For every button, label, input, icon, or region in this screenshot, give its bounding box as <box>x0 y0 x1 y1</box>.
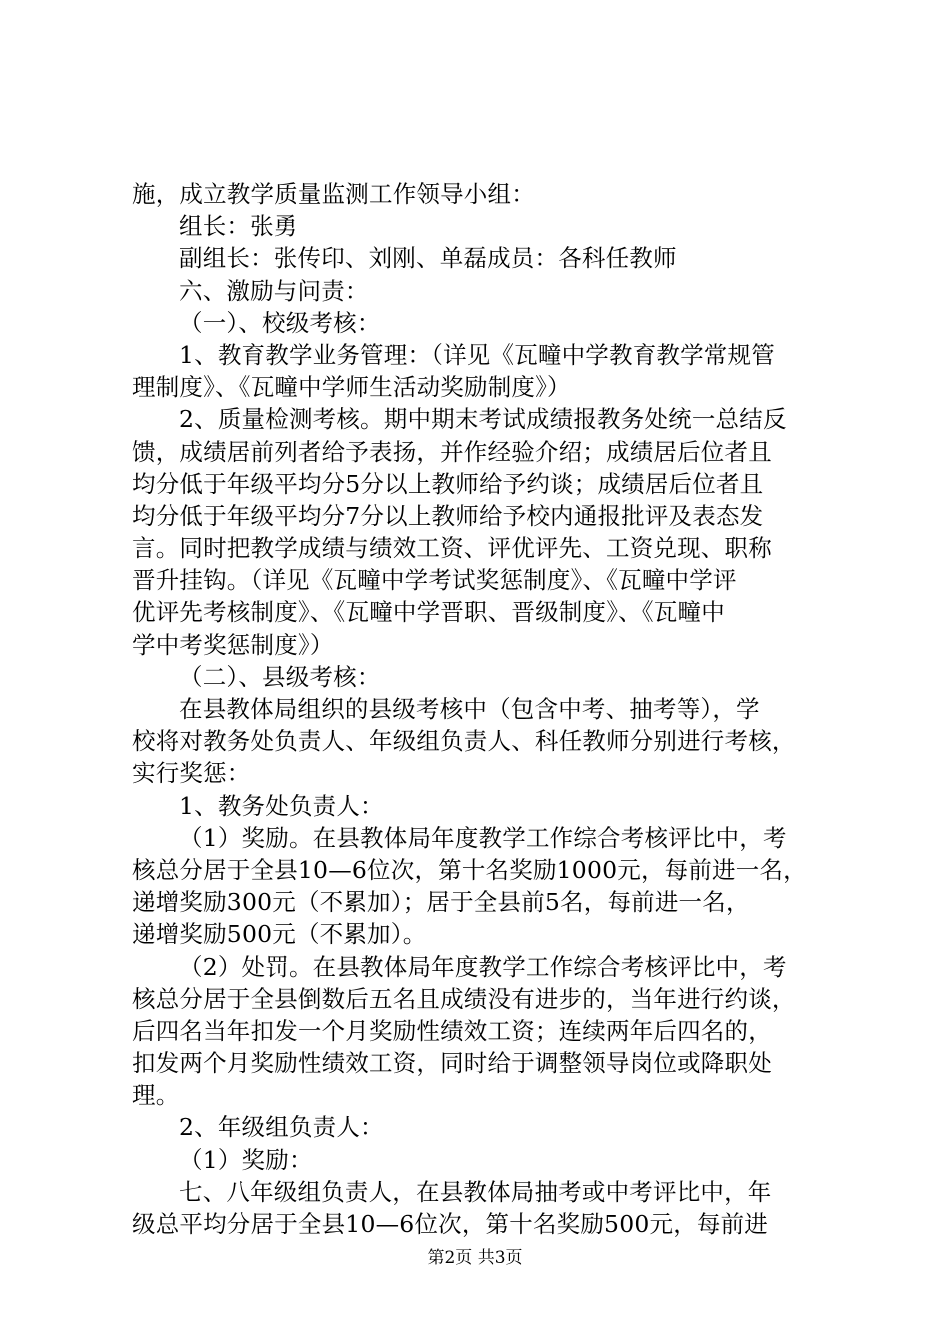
paragraph-line: 理制度》、《瓦疃中学师生活动奖励制度》） <box>132 373 571 402</box>
paragraph-line: 理。 <box>132 1081 180 1110</box>
paragraph-line: 递增奖励500元（不累加）。 <box>132 920 427 949</box>
paragraph-line: 2、年级组负责人： <box>179 1113 384 1142</box>
paragraph-line: 优评先考核制度》、《瓦疃中学晋职、晋级制度》、《瓦疃中 <box>132 598 725 627</box>
paragraph-line: 组长：张勇 <box>179 212 298 241</box>
document-body <box>132 178 832 1240</box>
paragraph-line: 1、教务处负责人： <box>179 791 384 820</box>
paragraph-line: （1）奖励。在县教体局年度教学工作综合考核评比中，考 <box>179 823 787 852</box>
paragraph-line: 学中考奖惩制度》） <box>132 630 334 659</box>
paragraph-line: 核总分居于全县倒数后五名且成绩没有进步的，当年进行约谈， <box>132 984 796 1013</box>
subsection-heading: （二）、县级考核： <box>179 662 381 691</box>
paragraph-line: 副组长：张传印、刘刚、单磊成员：各科任教师 <box>179 244 677 273</box>
paragraph-line: 核总分居于全县10—6位次，第十名奖励1000元，每前进一名， <box>132 855 807 884</box>
paragraph-line: 施，成立教学质量监测工作领导小组： <box>132 180 535 208</box>
paragraph-line: （2）处罚。在县教体局年度教学工作综合考核评比中，考 <box>179 952 787 981</box>
paragraph-line: 级总平均分居于全县10—6位次，第十名奖励500元，每前进 <box>132 1210 769 1238</box>
paragraph-line: 校将对教务处负责人、年级组负责人、科任教师分别进行考核， <box>132 727 796 756</box>
paragraph-line: 七、八年级组负责人，在县教体局抽考或中考评比中，年 <box>179 1177 772 1206</box>
paragraph-line: 均分低于年级平均分7分以上教师给予校内通报批评及表态发 <box>132 501 764 530</box>
page-footer: 第2页 共3页 <box>427 1248 523 1268</box>
paragraph-line: 扣发两个月奖励性绩效工资，同时给于调整领导岗位或降职处 <box>132 1049 772 1078</box>
paragraph-line: （1）奖励： <box>179 1145 313 1174</box>
section-heading: 六、激励与问责： <box>179 276 369 305</box>
paragraph-line: 后四名当年扣发一个月奖励性绩效工资；连续两年后四名的， <box>132 1016 772 1045</box>
paragraph-line: 馈，成绩居前列者给予表扬，并作经验介绍；成绩居后位者且 <box>132 437 772 466</box>
paragraph-line: 2、质量检测考核。期中期末考试成绩报教务处统一总结反 <box>179 405 787 434</box>
paragraph-line: 在县教体局组织的县级考核中（包含中考、抽考等），学 <box>179 695 760 723</box>
paragraph-line: 递增奖励300元（不累加）；居于全县前5名，每前进一名， <box>132 888 750 917</box>
paragraph-line: 实行奖惩： <box>132 759 251 788</box>
paragraph-line: 晋升挂钩。（详见《瓦疃中学考试奖惩制度》、《瓦疃中学评 <box>132 566 737 595</box>
paragraph-line: 1、教育教学业务管理：（详见《瓦疃中学教育教学常规管 <box>179 340 775 369</box>
paragraph-line: 言。同时把教学成绩与绩效工资、评优评先、工资兑现、职称 <box>132 534 772 563</box>
subsection-heading: （一）、校级考核： <box>179 308 381 337</box>
paragraph-line: 均分低于年级平均分5分以上教师给予约谈；成绩居后位者且 <box>132 469 764 498</box>
